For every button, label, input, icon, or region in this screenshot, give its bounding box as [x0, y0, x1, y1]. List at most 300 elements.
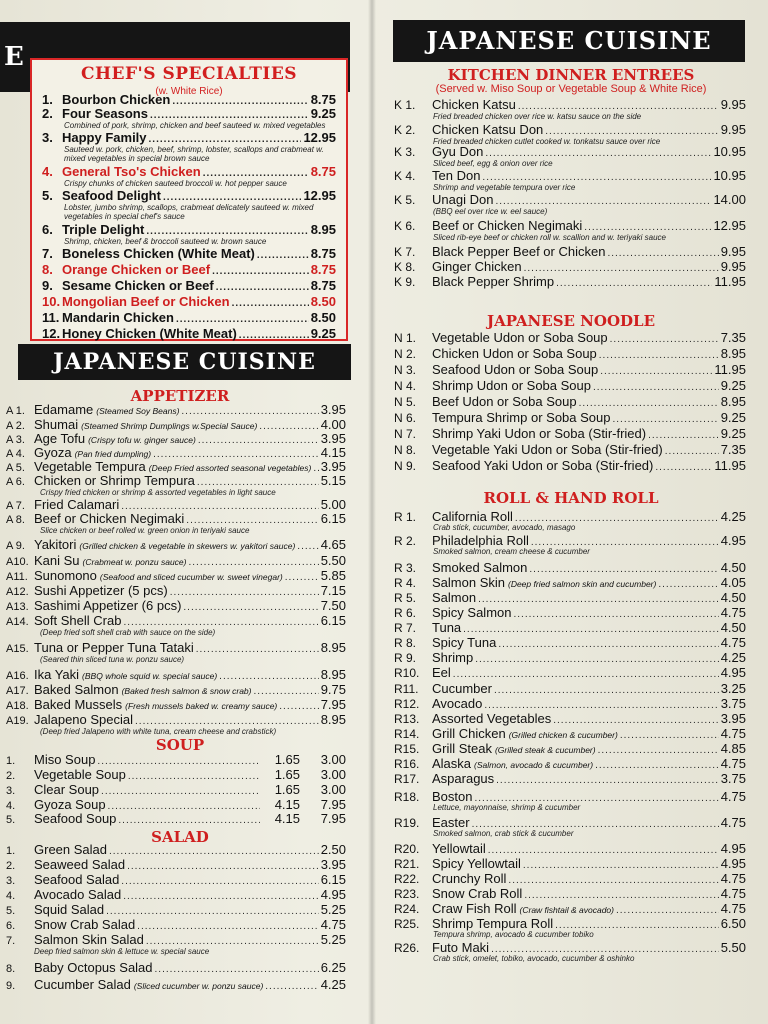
item-name: Sesame Chicken or Beef	[62, 278, 214, 293]
item-description: Smoked salmon, cream cheese & cucumber	[433, 547, 590, 556]
item-inline-description: (Fresh mussels baked w. creamy sauce)	[125, 701, 278, 711]
appetizer-row	[6, 537, 346, 552]
roll-row	[394, 886, 746, 901]
item-name: Avocado	[432, 696, 483, 711]
item-number: A14.	[6, 616, 29, 628]
leader-dots	[612, 414, 718, 425]
item-price: 8.50	[310, 294, 336, 309]
item-name: Black Pepper Beef or Chicken	[432, 244, 606, 259]
item-number: R 2.	[394, 534, 417, 548]
item-price: 8.75	[310, 278, 336, 293]
item-number: 1.	[6, 845, 16, 857]
item-number: A 3.	[6, 434, 25, 446]
item-number: N 8.	[394, 443, 417, 457]
leader-dots	[101, 786, 260, 797]
item-price: 8.95	[720, 394, 746, 409]
item-price-large: 7.95	[320, 811, 346, 826]
item-name: Edamame	[34, 402, 94, 417]
item-price: 11.95	[714, 274, 746, 289]
item-name: Shumai	[34, 417, 79, 432]
item-name: Spicy Tuna	[432, 635, 497, 650]
item-number: A11.	[6, 571, 28, 583]
item-price: 4.75	[720, 815, 746, 830]
roll-row	[394, 871, 746, 886]
item-price: 9.25	[720, 426, 746, 441]
item-name: Tempura Shrimp or Soba Soup	[432, 410, 611, 425]
soup-row	[6, 811, 346, 826]
item-name: Vegetable Yaki Udon or Soba (Stir-fried)	[432, 442, 663, 457]
leader-dots	[485, 148, 711, 159]
item-number: N 5.	[394, 395, 417, 409]
salad-row	[6, 977, 346, 992]
item-number: A19.	[6, 715, 29, 727]
salad-row	[6, 842, 346, 857]
chefs-specialties-title: CHEF'S SPECIALTIES	[80, 64, 298, 84]
item-name: Shrimp Tempura Roll	[432, 916, 554, 931]
item-number: R 5.	[394, 591, 417, 605]
left-japanese-cuisine-banner: JAPANESE CUISINE	[18, 344, 351, 380]
item-number: A 2.	[6, 420, 25, 432]
roll-row	[394, 533, 746, 548]
item-description: (Deep fried Jalapeno with white tuna, cream cheese and crabstick)	[40, 727, 277, 736]
roll-row	[394, 771, 746, 786]
item-name: Sushi Appetizer (5 pcs)	[34, 583, 168, 598]
item-name: Futo Maki	[432, 940, 490, 955]
item-name: Yakitori	[34, 537, 77, 552]
item-name: Bourbon Chicken	[62, 92, 171, 107]
noodle-title: JAPANESE NOODLE	[486, 312, 656, 330]
item-number: N 9.	[394, 459, 417, 473]
item-number: 7.	[6, 935, 16, 947]
item-number: A 1.	[6, 405, 25, 417]
chef-special-row	[42, 130, 336, 145]
left-top-banner: E	[0, 22, 350, 92]
item-name: Spicy Yellowtail	[432, 856, 521, 871]
roll-row	[394, 696, 746, 711]
leader-dots	[595, 760, 719, 771]
item-price: 5.50	[720, 940, 746, 955]
chefs-specialties-subtitle: (w. White Rice)	[155, 86, 223, 97]
leader-dots	[494, 685, 719, 696]
item-price: 8.75	[310, 164, 336, 179]
leader-dots	[475, 654, 719, 665]
roll-row	[394, 590, 746, 605]
item-number: K 7.	[394, 245, 416, 259]
item-name: Assorted Vegetables	[432, 711, 552, 726]
item-number: R25.	[394, 917, 420, 931]
roll-row	[394, 650, 746, 665]
item-name: Vegetable Tempura	[34, 459, 146, 474]
item-number: R 8.	[394, 636, 417, 650]
leader-dots	[545, 126, 718, 137]
item-number: 9.	[42, 278, 53, 293]
noodle-row	[394, 330, 746, 345]
item-name: Sashimi Appetizer (6 pcs)	[34, 598, 182, 613]
item-number: A 4.	[6, 448, 25, 460]
item-price: 8.75	[310, 92, 336, 107]
item-name: Ika Yaki	[34, 667, 80, 682]
leader-dots	[655, 462, 712, 473]
item-price: 8.50	[310, 310, 336, 325]
item-number: A 6.	[6, 476, 25, 488]
item-number: R14.	[394, 727, 420, 741]
item-price-large: 7.95	[320, 797, 346, 812]
item-price: 8.95	[320, 667, 346, 682]
kitchen-row	[394, 244, 746, 259]
appetizer-row	[6, 431, 346, 446]
leader-dots	[524, 263, 719, 274]
salad-row	[6, 872, 346, 887]
kitchen-row	[394, 192, 746, 207]
leader-dots	[118, 815, 260, 826]
item-description: Fried breaded chicken over rice w. katsu sauce on the side	[433, 112, 642, 121]
item-name: Salmon	[432, 590, 477, 605]
item-name: Avocado Salad	[34, 887, 122, 902]
leader-dots	[620, 730, 719, 741]
leader-dots	[135, 716, 319, 727]
item-description: vegetables in special chef's sauce	[64, 212, 185, 221]
salad-row	[6, 960, 346, 975]
item-number: R23.	[394, 887, 420, 901]
item-price: 3.95	[320, 431, 346, 446]
item-number: R10.	[394, 666, 420, 680]
item-price: 3.95	[320, 459, 346, 474]
kitchen-row	[394, 168, 746, 183]
salad-row	[6, 932, 346, 947]
item-description: Tempura shrimp, avocado & cucumber tobiko	[433, 930, 594, 939]
item-name: Kani Su	[34, 553, 80, 568]
item-number: R17.	[394, 772, 420, 786]
item-number: 4.	[6, 800, 16, 812]
item-number: 11.	[42, 310, 60, 325]
noodle-row	[394, 442, 746, 457]
leader-dots	[584, 222, 711, 233]
item-number: A 9.	[6, 540, 25, 552]
item-price: 6.15	[320, 613, 346, 628]
item-price: 8.95	[320, 640, 346, 655]
item-number: K 6.	[394, 219, 416, 233]
leader-dots	[495, 196, 711, 207]
chef-special-row	[42, 262, 336, 277]
item-name: Seafood Delight	[62, 188, 161, 203]
leader-dots	[239, 330, 309, 341]
noodle-row	[394, 426, 746, 441]
item-price: 4.75	[720, 756, 746, 771]
item-price: 4.75	[720, 605, 746, 620]
item-name: Vegetable Udon or Soba Soup	[432, 330, 608, 345]
item-description: (BBQ eel over rice w. eel sauce)	[433, 207, 548, 216]
item-price: 9.75	[320, 682, 346, 697]
item-price: 5.50	[320, 553, 346, 568]
leader-dots	[610, 334, 719, 345]
item-name: Shrimp	[432, 650, 474, 665]
kitchen-subtitle: (Served w. Miso Soup or Vegetable Soup & White Rice)	[435, 83, 707, 95]
item-price: 10.95	[713, 144, 746, 159]
item-inline-description: (Sliced cucumber w. ponzu sauce)	[133, 981, 264, 991]
salad-row	[6, 917, 346, 932]
roll-row	[394, 856, 746, 871]
roll-row	[394, 711, 746, 726]
item-price: 4.50	[720, 560, 746, 575]
leader-dots	[197, 477, 319, 488]
item-description: Lobster, jumbo shrimp, scallops, crabmeat delicately sauteed w. mixed	[64, 203, 314, 212]
item-name: Smoked Salmon	[432, 560, 528, 575]
leader-dots	[137, 921, 319, 932]
item-number: 5.	[42, 188, 53, 203]
item-number: A17.	[6, 685, 29, 697]
item-number: R22.	[394, 872, 420, 886]
item-price: 9.25	[310, 326, 336, 341]
leader-dots	[297, 541, 318, 552]
item-name: Unagi Don	[432, 192, 494, 207]
chef-special-row	[42, 222, 336, 237]
soup-row	[6, 767, 346, 782]
item-price: 4.75	[720, 901, 746, 916]
leader-dots	[524, 890, 718, 901]
kitchen-row	[394, 218, 746, 233]
appetizer-row	[6, 553, 346, 568]
item-price: 7.15	[320, 583, 346, 598]
item-number: K 8.	[394, 260, 416, 274]
item-name: Age Tofu	[34, 431, 86, 446]
item-price-small: 1.65	[274, 782, 300, 797]
appetizer-row	[6, 497, 346, 512]
item-number: R16.	[394, 757, 420, 771]
item-inline-description: (Pan fried dumpling)	[74, 449, 152, 459]
leader-dots	[232, 298, 309, 309]
appetizer-row	[6, 598, 346, 613]
item-number: A 5.	[6, 462, 25, 474]
item-price: 9.95	[720, 259, 746, 274]
item-price: 3.95	[320, 857, 346, 872]
item-price: 9.25	[310, 106, 336, 121]
item-number: 3.	[6, 875, 16, 887]
item-price: 5.85	[320, 568, 346, 583]
leader-dots	[616, 905, 719, 916]
roll-row	[394, 560, 746, 575]
item-name: Grill Chicken	[432, 726, 506, 741]
kitchen-row	[394, 122, 746, 137]
item-name: Crunchy Roll	[432, 871, 507, 886]
roll-row	[394, 620, 746, 635]
item-description: Shrimp, chicken, beef & broccoli sauteed w. brown sauce	[64, 237, 267, 246]
item-name: Salmon Skin Salad	[34, 932, 144, 947]
appetizer-row	[6, 459, 346, 474]
item-number: A13.	[6, 601, 29, 613]
item-number: 10.	[42, 294, 61, 309]
item-inline-description: (Crispy tofu w. ginger sauce)	[88, 435, 196, 445]
item-name: Baby Octopus Salad	[34, 960, 153, 975]
item-name: Boneless Chicken (White Meat)	[62, 246, 255, 261]
item-inline-description: (Seafood and sliced cucumber w. sweet vinegar)	[99, 572, 283, 582]
item-name: Eel	[432, 665, 451, 680]
leader-dots	[279, 701, 318, 712]
leader-dots	[123, 891, 318, 902]
item-number: 2.	[6, 860, 16, 872]
item-price: 8.95	[310, 222, 336, 237]
item-price: 6.15	[320, 872, 346, 887]
leader-dots	[579, 398, 719, 409]
item-name: Shrimp Udon or Soba Soup	[432, 378, 591, 393]
item-name: Philadelphia Roll	[432, 533, 529, 548]
roll-row	[394, 741, 746, 756]
item-price: 4.00	[320, 417, 346, 432]
roll-title: ROLL & HAND ROLL	[483, 489, 659, 507]
item-price: 4.75	[720, 886, 746, 901]
item-name: Chicken Udon or Soba Soup	[432, 346, 597, 361]
item-description: Slice chicken or beef rolled w. green onion in teriyaki sauce	[40, 526, 250, 535]
item-name: Baked Mussels	[34, 697, 123, 712]
roll-row	[394, 726, 746, 741]
item-number: R19.	[394, 816, 420, 830]
noodle-row	[394, 378, 746, 393]
item-name: Tuna or Pepper Tuna Tataki	[34, 640, 194, 655]
item-number: N 1.	[394, 331, 417, 345]
item-price: 9.95	[720, 244, 746, 259]
item-price: 14.00	[713, 192, 746, 207]
leader-dots	[478, 594, 719, 605]
item-number: 9.	[6, 980, 16, 992]
leader-dots	[523, 860, 719, 871]
item-name: Beef or Chicken Negimaki	[34, 511, 185, 526]
item-number: 12.	[42, 326, 61, 341]
item-price: 4.95	[720, 533, 746, 548]
leader-dots	[123, 617, 318, 628]
roll-row	[394, 509, 746, 524]
leader-dots	[189, 557, 319, 568]
item-name: Triple Delight	[62, 222, 145, 237]
roll-row	[394, 940, 746, 955]
item-price: 7.50	[320, 598, 346, 613]
item-price: 2.50	[320, 842, 346, 857]
item-name: Seafood Salad	[34, 872, 120, 887]
leader-dots	[484, 700, 718, 711]
leader-dots	[183, 602, 318, 613]
leader-dots	[488, 845, 719, 856]
leader-dots	[556, 278, 712, 289]
item-name: Gyu Don	[432, 144, 484, 159]
appetizer-title: APPETIZER	[130, 387, 230, 405]
item-name: Seaweed Salad	[34, 857, 126, 872]
item-number: K 3.	[394, 145, 416, 159]
leader-dots	[496, 775, 719, 786]
item-name: Seafood Udon or Soba Soup	[432, 362, 599, 377]
appetizer-row	[6, 445, 346, 460]
item-price: 3.95	[320, 402, 346, 417]
leader-dots	[648, 430, 719, 441]
leader-dots	[203, 168, 309, 179]
item-inline-description: (Salmon, avocado & cucumber)	[474, 760, 594, 770]
item-price: 7.35	[720, 442, 746, 457]
item-number: 8.	[6, 963, 16, 975]
item-number: R 9.	[394, 651, 417, 665]
appetizer-row	[6, 697, 346, 712]
item-name: Gyoza	[34, 445, 72, 460]
item-inline-description: (Deep fried salmon skin and cucumber)	[507, 579, 657, 589]
item-number: R21.	[394, 857, 420, 871]
leader-dots	[607, 248, 718, 259]
item-name: Snow Crab Roll	[432, 886, 523, 901]
item-price-small: 1.65	[274, 752, 300, 767]
item-number: R24.	[394, 902, 420, 916]
item-number: R13.	[394, 712, 420, 726]
item-name: Easter	[432, 815, 470, 830]
item-number: R 3.	[394, 561, 417, 575]
leader-dots	[181, 406, 318, 417]
item-price: 4.50	[720, 590, 746, 605]
item-number: 3.	[6, 785, 16, 797]
item-name: Chicken Katsu Don	[432, 122, 544, 137]
item-price: 3.75	[720, 696, 746, 711]
item-price: 6.50	[720, 916, 746, 931]
item-number: R 7.	[394, 621, 417, 635]
appetizer-row	[6, 667, 346, 682]
item-description: Combined of pork, shrimp, chicken and beef sauteed w. mixed vegetables	[64, 121, 326, 130]
leader-dots	[196, 644, 319, 655]
roll-row	[394, 605, 746, 620]
item-name: Beef or Chicken Negimaki	[432, 218, 583, 233]
item-number: 6.	[42, 222, 53, 237]
noodle-row	[394, 458, 746, 473]
item-number: 4.	[42, 164, 53, 179]
item-description: Crispy fried chicken or shrimp & assorted vegetables in light sauce	[40, 488, 276, 497]
leader-dots	[658, 579, 718, 590]
soup-row	[6, 752, 346, 767]
leader-dots	[598, 745, 719, 756]
item-name: Shrimp Yaki Udon or Soba (Stir-fried)	[432, 426, 647, 441]
item-price: 10.95	[713, 168, 746, 183]
item-description: Sliced rib-eye beef or chicken roll w. scallion and w. teriyaki sauce	[433, 233, 666, 242]
item-name: Happy Family	[62, 130, 147, 145]
item-description: mixed vegetables in special brown sauce	[64, 154, 210, 163]
item-price: 4.05	[720, 575, 746, 590]
item-price: 4.25	[720, 650, 746, 665]
leader-dots	[146, 936, 319, 947]
item-price: 8.75	[310, 262, 336, 277]
item-name: Ten Don	[432, 168, 481, 183]
leader-dots	[127, 861, 319, 872]
item-inline-description: (Baked fresh salmon & snow crab)	[121, 686, 252, 696]
item-name: Green Salad	[34, 842, 107, 857]
roll-row	[394, 681, 746, 696]
item-name: Craw Fish Roll	[432, 901, 517, 916]
item-inline-description: (Steamed Soy Beans)	[96, 406, 180, 416]
appetizer-row	[6, 613, 346, 628]
item-name: Mongolian Beef or Chicken	[62, 294, 230, 309]
kitchen-title: KITCHEN DINNER ENTREES	[447, 66, 695, 84]
item-price: 4.15	[320, 445, 346, 460]
leader-dots	[665, 446, 719, 457]
item-name: Chicken or Shrimp Tempura	[34, 473, 195, 488]
item-price: 3.25	[720, 681, 746, 696]
item-price: 12.95	[303, 130, 336, 145]
leader-dots	[163, 192, 302, 203]
item-name: Sunomono	[34, 568, 97, 583]
item-price: 7.95	[320, 697, 346, 712]
item-name: Asparagus	[432, 771, 495, 786]
item-price: 4.75	[720, 789, 746, 804]
item-description: Lettuce, mayonnaise, shrimp & cucumber	[433, 803, 581, 812]
item-description: Shrimp and vegetable tempura over rice	[433, 183, 576, 192]
leader-dots	[253, 686, 318, 697]
item-name: Orange Chicken or Beef	[62, 262, 211, 277]
item-name: Miso Soup	[34, 752, 96, 767]
item-description: Sliced beef, egg & onion over rice	[433, 159, 553, 168]
item-number: A18.	[6, 700, 29, 712]
roll-row	[394, 815, 746, 830]
leader-dots	[170, 587, 319, 598]
item-name: Seafood Yaki Udon or Soba (Stir-fried)	[432, 458, 654, 473]
